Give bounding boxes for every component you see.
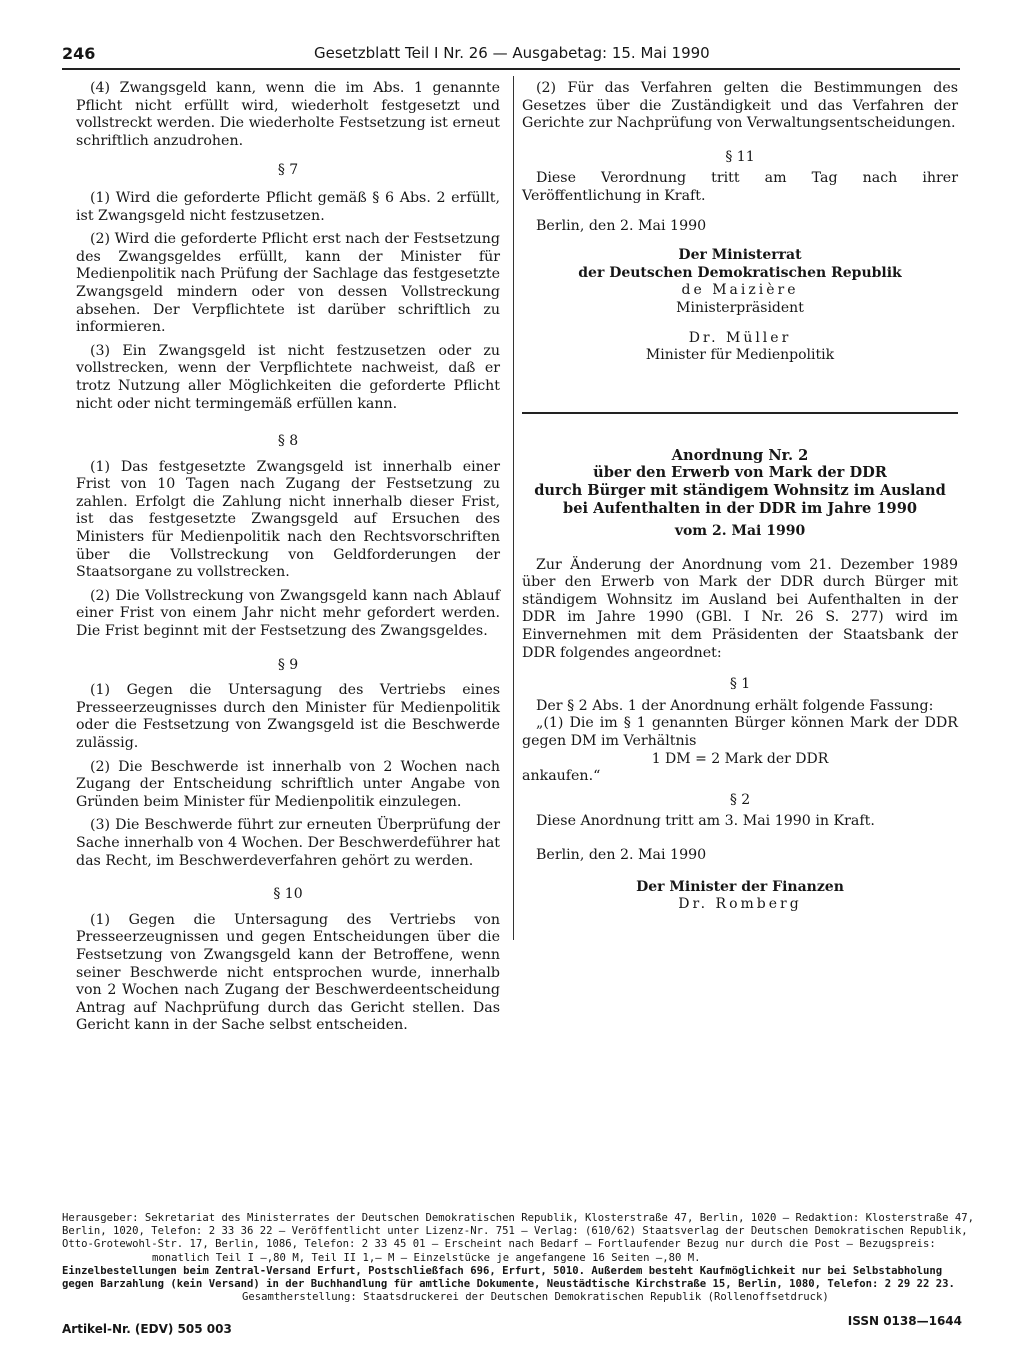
paragraph-7-1: (1) Wird die geforderte Pflicht gemäß § 6 Abs. 2 erfüllt, ist Zwangsgeld nicht festzusetzen. (76, 189, 500, 224)
imprint-line-1: Herausgeber: Sekretariat des Ministerrates der Deutschen Demokratischen Republik, Klosterstraße 47, Berlin, 1020 — Redaktion: Klosterstraße 47, (62, 1212, 975, 1224)
ordinance-title-1: Anordnung Nr. 2 (671, 446, 809, 464)
section-10-heading: § 10 (273, 886, 303, 903)
paragraph-2: Diese Anordnung tritt am 3. Mai 1990 in Kraft. (536, 813, 875, 830)
paragraph-1-a: Der § 2 Abs. 1 der Anordnung erhält folgende Fassung: (536, 697, 934, 714)
section-11-heading: § 11 (725, 148, 755, 165)
imprint-line-6: gegen Barzahlung (kein Versand) in der Buchhandlung für amtliche Dokumente, Neustädtische Kirchstraße 15, Berlin, 1080, Telefon: 2 29 22 23. (62, 1278, 955, 1291)
column-divider (513, 76, 514, 940)
signature-2-name: Dr. Müller (688, 329, 792, 346)
section-8-heading: § 8 (277, 433, 299, 450)
imprint-line-3: Otto-Grotewohl-Str. 17, Berlin, 1086, Telefon: 2 33 45 01 — Erscheint nach Bedarf — Fortlaufender Bezug nur durch die Post — Bezugspreis: (62, 1238, 936, 1251)
paragraph-7-3: (3) Ein Zwangsgeld ist nicht festzusetzen oder zu vollstrecken, wenn der Verpflichtete nachweist, daß er trotz Nutzung aller Möglichkeiten die geforderte Pflicht nicht oder nicht termingemäß erfüllen kann. (76, 342, 500, 412)
imprint (62, 1212, 975, 1304)
exchange-rate: 1 DM = 2 Mark der DDR (651, 750, 829, 767)
paragraph-6-4: (4) Zwangsgeld kann, wenn die im Abs. 1 genannte Pflicht nicht erfüllt wird, wiederholt festgesetzt und vollstreckt werden. Die wiederholte Festsetzung ist erneut schriftlich anzudrohen. (76, 80, 500, 149)
council-line-1: Der Ministerrat (678, 247, 802, 264)
imprint-line-2: Berlin, 1020, Telefon: 2 33 36 22 — Veröffentlicht unter Lizenz-Nr. 751 — Verlag: (610/62) Staatsverlag der Deutschen Demokratischen Republik, (62, 1225, 968, 1238)
ordinance-title-3: durch Bürger mit ständigem Wohnsitz im Ausland (534, 481, 946, 499)
minister-finance-name: Dr. Romberg (678, 896, 802, 913)
minister-finance: Der Minister der Finanzen (636, 878, 844, 895)
paragraph-8-2: (2) Die Vollstreckung von Zwangsgeld kann nach Ablauf einer Frist von einem Jahr nicht mehr gefordert werden. Die Frist beginnt mit der Festsetzung des Zwangsgeldes. (76, 587, 500, 640)
paragraph-9-3: (3) Die Beschwerde führt zur erneuten Überprüfung der Sache innerhalb von 4 Wochen. Der Beschwerdeführer hat das Recht, im Beschwerdeverfahren gehört zu werden. (76, 817, 500, 869)
issn: ISSN 0138—1644 (847, 1314, 962, 1328)
imprint-line-4: monatlich Teil I —,80 M, Teil II 1,— M — Einzelstücke je angefangene 16 Seiten —,80 M. (152, 1251, 701, 1264)
paragraph-1-b: „(1) Die im § 1 genannten Bürger können Mark der DDR gegen DM im Verhältnis (522, 715, 958, 750)
signature-1-title: Ministerpräsident (676, 299, 804, 316)
page-number: 246 (62, 44, 96, 63)
place-date: Berlin, den 2. Mai 1990 (536, 217, 707, 234)
paragraph-8-1: (1) Das festgesetzte Zwangsgeld ist innerhalb einer Frist von 10 Tagen nach Zugang der Festsetzung zu zahlen. Erfolgt die Zahlung nicht innerhalb dieser Frist, ist das festgesetzte Zwangsgeld auf Ersuchen des Ministers für Medienpolitik nach den Rechtsvorschriften über die Vollstreckung von Geldforderungen der Staatsorgane zu vollstrecken. (76, 458, 500, 581)
paragraph-10-1: (1) Gegen die Untersagung des Vertriebs von Presseerzeugnissen und gegen Entscheidungen über die Festsetzung von Zwangsgeld kann der Betroffene, wenn seiner Beschwerde nicht entsprochen wurde, innerhalb von 2 Wochen nach Zugang der Beschwerdeentscheidung Antrag auf Nachprüfung durch das Gericht stellen. Das Gericht kann in der Sache selbst entscheiden. (76, 911, 500, 1034)
ordinance-separator-rule (522, 412, 958, 414)
page-header-title: Gesetzblatt Teil I Nr. 26 — Ausgabetag: 15. Mai 1990 (314, 44, 710, 62)
section-2-heading: § 2 (729, 791, 751, 808)
ordinance-title-4: bei Aufenthalten in der DDR im Jahre 1990 (562, 499, 917, 517)
signature-2-title: Minister für Medienpolitik (645, 347, 835, 364)
header-rule (62, 68, 960, 70)
paragraph-10-2: (2) Für das Verfahren gelten die Bestimmungen des Gesetzes über die Zuständigkeit und das Verfahren der Gerichte zur Nachprüfung von Verwaltungsentscheidungen. (522, 80, 958, 132)
right-column (522, 80, 958, 914)
ordinance-intro: Zur Änderung der Anordnung vom 21. Dezember 1989 über den Erwerb von Mark der DDR durch Bürger mit ständigem Wohnsitz im Ausland bei Aufenthalten in der DDR im Jahre 1990 (GBl. I Nr. 26 S. 277) wird im Einvernehmen mit dem Präsidenten der Staatsbank der DDR folgendes angeordnet: (522, 556, 958, 661)
section-1-heading: § 1 (729, 676, 751, 693)
ordinance-date: vom 2. Mai 1990 (674, 523, 806, 540)
left-column (76, 80, 500, 1035)
page-header (62, 44, 962, 68)
paragraph-9-2: (2) Die Beschwerde ist innerhalb von 2 Wochen nach Zugang der Entscheidung schriftlich unter Angabe von Gründen beim Minister für Medienpolitik einzulegen. (76, 758, 500, 810)
ordinance-title-2: über den Erwerb von Mark der DDR (593, 464, 887, 482)
paragraph-9-1: (1) Gegen die Untersagung des Vertriebs eines Presseerzeugnisses durch den Minister für Medienpolitik oder die Festsetzung von Zwangsgeld ist die Beschwerde zulässig. (76, 682, 500, 751)
paragraph-11: Diese Verordnung tritt am Tag nach ihrer Veröffentlichung in Kraft. (522, 170, 958, 204)
section-7-heading: § 7 (277, 162, 299, 179)
place-date-2: Berlin, den 2. Mai 1990 (536, 847, 707, 863)
imprint-line-7: Gesamtherstellung: Staatsdruckerei der Deutschen Demokratischen Republik (Rollenoffsetdruck) (242, 1291, 829, 1304)
signature-1-name: de Maizière (681, 282, 799, 299)
section-9-heading: § 9 (277, 656, 299, 673)
imprint-line-5: Einzelbestellungen beim Zentral-Versand Erfurt, Postschließfach 696, Erfurt, 5010. Außerdem besteht Kaufmöglichkeit nur bei Selbstabholung (62, 1264, 943, 1277)
paragraph-1-c: ankaufen.“ (522, 768, 601, 785)
council-line-2: der Deutschen Demokratischen Republik (578, 264, 902, 281)
paragraph-7-2: (2) Wird die geforderte Pflicht erst nach der Festsetzung des Zwangsgeldes erfüllt, kann der Minister für Medienpolitik nach Prüfung der Sachlage das festgesetzte Zwangsgeld mindern oder von dessen Vollstreckung absehen. Der Verpflichtete ist darüber schriftlich zu informieren. (76, 231, 500, 336)
article-number: Artikel-Nr. (EDV) 505 003 (62, 1322, 232, 1336)
